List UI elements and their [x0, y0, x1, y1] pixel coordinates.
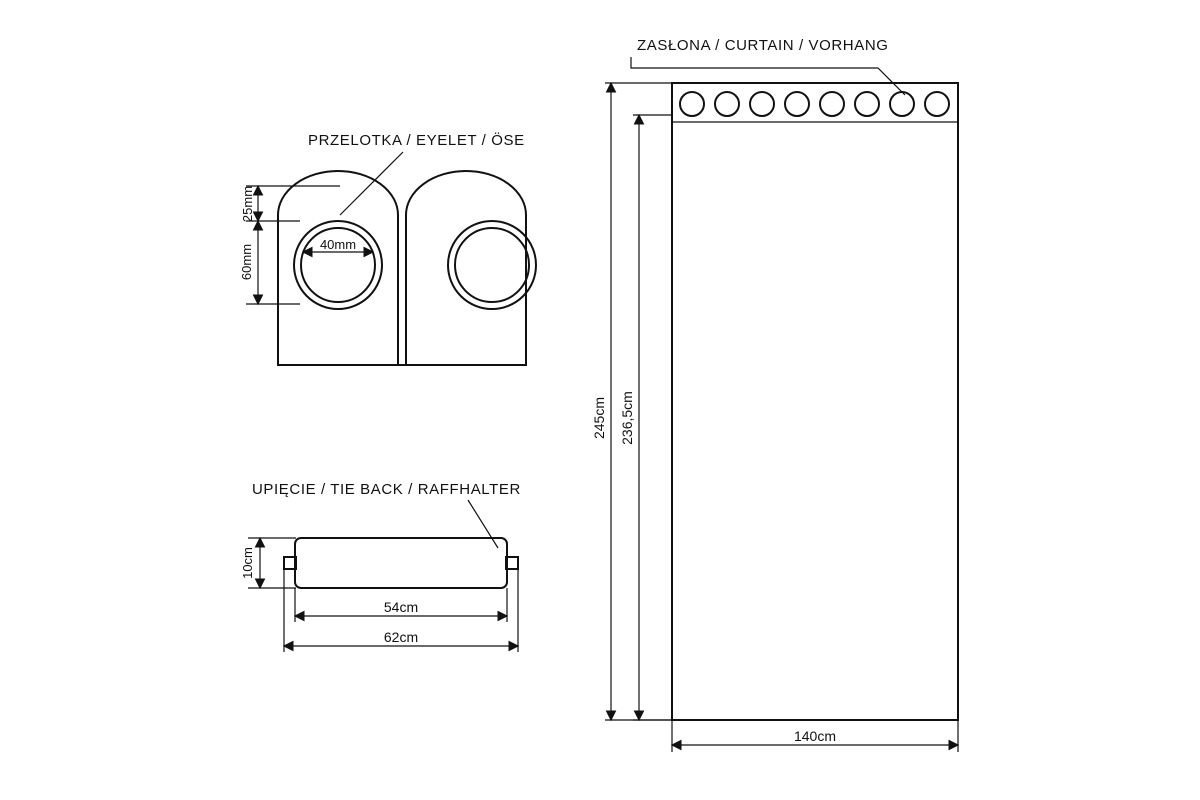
eyelet-detail-group — [239, 131, 536, 365]
curtain-eyelet-row — [680, 92, 949, 116]
curtain-eyelet — [855, 92, 879, 116]
curtain-label: ZASŁONA / CURTAIN / VORHANG — [637, 37, 889, 54]
eyelet-panel-left — [278, 171, 398, 365]
curtain-eyelet — [890, 92, 914, 116]
tieback-detail-group — [240, 481, 521, 652]
eyelet-outer-ring-right — [448, 221, 536, 309]
curtain-drop-height-label: 236,5cm — [619, 391, 635, 445]
curtain-eyelet — [715, 92, 739, 116]
curtain-eyelet — [750, 92, 774, 116]
eyelet-top-offset-label: 25mm — [240, 185, 255, 223]
tieback-body — [295, 538, 507, 588]
tieback-height-label: 10cm — [240, 547, 255, 579]
curtain-eyelet — [680, 92, 704, 116]
tieback-label: UPIĘCIE / TIE BACK / RAFFHALTER — [252, 481, 521, 498]
eyelet-inner-ring-right — [455, 228, 529, 302]
curtain-total-height-label: 245cm — [591, 396, 607, 440]
curtain-eyelet — [820, 92, 844, 116]
eyelet-label: PRZELOTKA / EYELET / ÖSE — [308, 132, 525, 149]
eyelet-inner-diameter-label: 40mm — [319, 237, 357, 252]
tieback-body-width-label: 54cm — [383, 599, 419, 615]
curtain-eyelet — [785, 92, 809, 116]
eyelet-outer-ring-left — [294, 221, 382, 309]
curtain-group — [591, 37, 958, 752]
tieback-total-width-label: 62cm — [383, 629, 419, 645]
eyelet-panel-right — [406, 171, 526, 365]
curtain-width-label: 140cm — [793, 728, 837, 744]
tieback-label-leader — [468, 500, 498, 548]
eyelet-label-leader — [340, 152, 403, 215]
curtain-panel — [672, 83, 958, 720]
curtain-eyelet — [925, 92, 949, 116]
eyelet-center-offset-label: 60mm — [239, 243, 254, 281]
